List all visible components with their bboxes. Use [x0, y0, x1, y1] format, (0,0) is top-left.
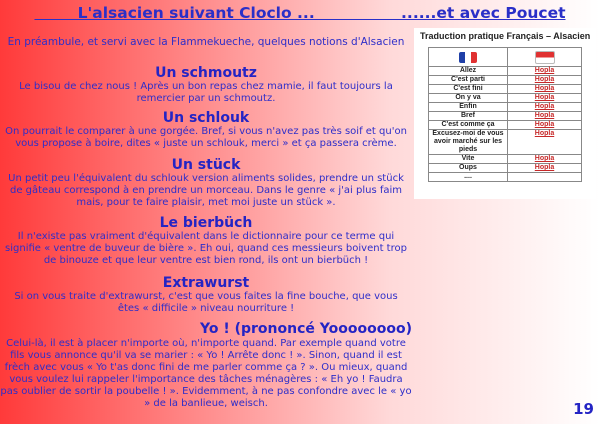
- alsatian-term[interactable]: Hopla: [508, 121, 582, 130]
- table-row: [429, 85, 582, 94]
- section-text: Il n'existe pas vraiment d'équivalent dans le dictionnaire pour ce terme qui signifie « ventre de buveur de bière ». Eh oui, quand ces messieurs boivent trop de binouze et que leur ventre est bien rond, ils ont un bierbüch !: [5, 231, 407, 266]
- translation-panel: [414, 28, 596, 199]
- table-row: [429, 155, 582, 164]
- table-row: [429, 94, 582, 103]
- flag-row: [429, 48, 582, 67]
- french-term: C'est fini: [429, 85, 508, 94]
- alsatian-term[interactable]: Hopla: [508, 103, 582, 112]
- table-row: [429, 103, 582, 112]
- panel-title: Traduction pratique Français – Alsacien: [420, 31, 591, 41]
- section-heading: Le bierbüch: [159, 215, 253, 231]
- table-row: [429, 121, 582, 130]
- section-heading: Un schlouk: [162, 110, 250, 126]
- section-bierbuch: [0, 215, 412, 267]
- french-term: ....: [429, 173, 508, 182]
- alsatian-term[interactable]: Hopla: [508, 85, 582, 94]
- alsatian-term[interactable]: Hopla: [508, 155, 582, 164]
- table-row: [429, 112, 582, 121]
- french-term: On y va: [429, 94, 508, 103]
- alsatian-term[interactable]: Hopla: [508, 67, 582, 76]
- translation-table: [428, 47, 582, 182]
- alsace-flag-icon: [535, 51, 555, 64]
- table-row: [429, 130, 582, 155]
- french-term: Excusez-moi de vous avoir marché sur les pieds: [429, 130, 508, 155]
- alsatian-term[interactable]: Hopla: [508, 112, 582, 121]
- section-stuck: [0, 157, 412, 209]
- yo-heading: Yo ! (prononcé Yoooooooo): [200, 321, 412, 337]
- intro-text: En préambule, et servi avec la Flammekueche, quelques notions d'Alsacien: [7, 36, 405, 48]
- page-title: L'alsacien suivant Cloclo ... ......et avec Poucet: [34, 4, 566, 22]
- alsatian-term[interactable]: Hopla: [508, 164, 582, 173]
- french-term: C'est comme ça: [429, 121, 508, 130]
- french-term: Oups: [429, 164, 508, 173]
- section-heading: Un stück: [171, 157, 241, 173]
- section-schlouk: [0, 110, 412, 150]
- french-term: Enfin: [429, 103, 508, 112]
- table-row: [429, 67, 582, 76]
- section-text: Si on vous traite d'extrawurst, c'est que vous faites la fine bouche, que vous êtes « difficile » niveau nourriture !: [14, 291, 398, 314]
- section-heading: Extrawurst: [162, 275, 250, 291]
- table-row: [429, 173, 582, 182]
- page-number: 19: [573, 400, 594, 418]
- section-text: Un petit peu l'équivalent du schlouk version aliments solides, prendre un stück de gâteau correspond à en prendre un morceau. Dans le genre « j'ai plus faim mais, pour te faire plaisir, met moi juste un stück ».: [8, 173, 404, 208]
- french-term: Allez: [429, 67, 508, 76]
- french-term: Vite: [429, 155, 508, 164]
- table-row: [429, 76, 582, 85]
- alsatian-term[interactable]: Hopla: [508, 76, 582, 85]
- section-schmoutz: [0, 65, 412, 105]
- section-text: Le bisou de chez nous ! Après un bon repas chez mamie, il faut toujours la remercier par un schmoutz.: [19, 81, 393, 104]
- french-flag-cell: [429, 48, 508, 67]
- alsatian-term[interactable]: Hopla: [508, 130, 582, 155]
- table-row: [429, 164, 582, 173]
- french-term: Bref: [429, 112, 508, 121]
- alsace-flag-cell: [508, 48, 582, 67]
- french-term: C'est parti: [429, 76, 508, 85]
- alsatian-term[interactable]: Hopla: [508, 94, 582, 103]
- french-flag-icon: [459, 52, 477, 63]
- yo-text: Celui-là, il est à placer n'importe où, n'importe quand. Par exemple quand votre fils vous annonce qu'il va se marier : « Yo ! Arrête donc ! ». Sinon, quand il est frèch avec vous « Yo t'as donc fini de me parler comme ça ? ». Ou mieux, quand vous voulez lui rappeler l'importance des tâches ménagères : « Eh yo ! Faudra pas oublier de sortir la poubelle ! ». Evidemment, à ne pas confondre avec le « yo » de la banlieue, weisch.: [0, 338, 412, 409]
- section-text: On pourrait le comparer à une gorgée. Bref, si vous n'avez pas très soif et qu'on vous propose à boire, dites « juste un schlouk, merci » et ça passera crème.: [5, 126, 407, 149]
- section-heading: Un schmoutz: [155, 65, 257, 81]
- alsatian-term: [508, 173, 582, 182]
- section-extrawurst: [0, 275, 412, 315]
